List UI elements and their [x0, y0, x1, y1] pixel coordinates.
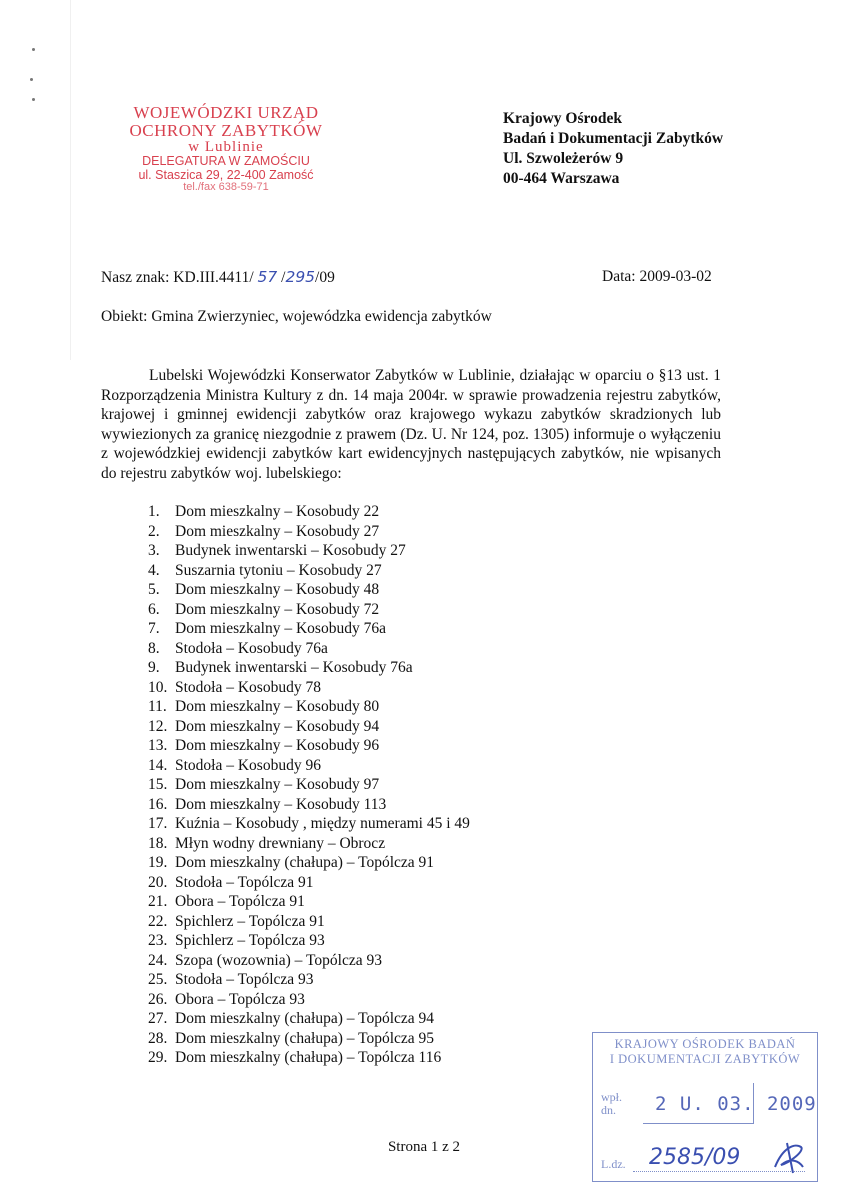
list-item-number: 25. — [148, 971, 168, 988]
list-item — [148, 892, 470, 912]
document-date: Data: 2009-03-02 — [602, 268, 712, 285]
list-item-number: 19. — [148, 854, 168, 871]
list-item-number: 7. — [148, 620, 160, 637]
recipient-line: Ul. Szwoleżerów 9 — [503, 150, 624, 167]
received-stamp-line: I DOKUMENTACJI ZABYTKÓW — [609, 1052, 801, 1066]
scan-margin-line — [70, 0, 71, 360]
list-item-number: 29. — [148, 1049, 168, 1066]
list-item — [148, 561, 470, 581]
list-item-text: Obora – Topólcza 91 — [175, 893, 305, 910]
list-item-number: 16. — [148, 795, 168, 813]
list-item-number: 23. — [148, 932, 168, 949]
list-item-number: 21. — [148, 893, 168, 910]
list-item — [148, 502, 470, 522]
dn-label: dn. — [601, 1103, 616, 1117]
ld-number: 2585/09 — [649, 1145, 741, 1170]
list-item-number: 13. — [148, 737, 168, 754]
list-item — [148, 580, 470, 600]
list-item-number: 20. — [148, 873, 168, 891]
list-item-text: Dom mieszkalny – Kosobudy 27 — [175, 522, 380, 540]
recipient-line: Badań i Dokumentacji Zabytków — [503, 130, 724, 147]
received-date-labels — [601, 1091, 622, 1117]
reference-separator: / — [281, 269, 286, 286]
list-item-text: Dom mieszkalny – Kosobudy 22 — [175, 503, 380, 520]
list-item-text: Dom mieszkalny (chałupa) – Topólcza 95 — [175, 1029, 435, 1047]
list-item — [148, 717, 470, 737]
list-item-text: Budynek inwentarski – Kosobudy 76a — [175, 659, 413, 676]
recipient-line: 00-464 Warszawa — [503, 170, 620, 187]
sender-stamp-line: WOJEWÓDZKI URZĄD — [133, 103, 319, 122]
recipient-address — [503, 109, 723, 189]
list-item-text: Stodoła – Kosobudy 96 — [175, 756, 321, 774]
list-item-number: 26. — [148, 990, 168, 1008]
list-item — [148, 912, 470, 932]
list-item-text: Dom mieszkalny – Kosobudy 113 — [175, 795, 387, 813]
list-item-text: Stodoła – Kosobudy 78 — [175, 678, 321, 696]
list-item — [148, 795, 470, 815]
reference-suffix: /09 — [315, 269, 335, 286]
recipient-line: Krajowy Ośrodek — [503, 110, 622, 127]
list-item — [148, 990, 470, 1010]
list-item-number: 22. — [148, 912, 168, 930]
list-item — [148, 873, 470, 893]
list-item-text: Stodoła – Topólcza 91 — [175, 873, 314, 891]
list-item — [148, 522, 470, 542]
ld-label: L.dz. — [601, 1157, 626, 1171]
list-item-text: Młyn wodny drewniany – Obrocz — [175, 834, 386, 852]
list-item-text: Stodoła – Topólcza 93 — [175, 971, 314, 988]
received-date: 2 U. 03. 2009 — [655, 1093, 817, 1115]
list-item-number: 5. — [148, 581, 160, 598]
list-item-number: 3. — [148, 542, 160, 559]
list-item-text: Suszarnia tytoniu – Kosobudy 27 — [175, 561, 382, 579]
list-item-number: 28. — [148, 1029, 168, 1047]
list-item-text: Kuźnia – Kosobudy , między numerami 45 i 49 — [175, 815, 470, 832]
list-item-number: 11. — [148, 698, 167, 715]
list-item — [148, 775, 470, 795]
list-item — [148, 736, 470, 756]
list-item-number: 9. — [148, 659, 160, 676]
list-item — [148, 1029, 470, 1049]
reference-number — [101, 268, 335, 287]
list-item-text: Dom mieszkalny – Kosobudy 94 — [175, 717, 380, 735]
list-item — [148, 697, 470, 717]
list-item — [148, 834, 470, 854]
list-item — [148, 1009, 470, 1029]
handwritten-number: 57 — [257, 268, 278, 286]
page-number: Strona 1 z 2 — [387, 1139, 461, 1155]
list-item — [148, 541, 470, 561]
list-item-text: Budynek inwentarski – Kosobudy 27 — [175, 542, 406, 559]
list-item-number: 12. — [148, 717, 168, 735]
list-item — [148, 619, 470, 639]
list-item-text: Spichlerz – Topólcza 93 — [175, 932, 325, 949]
list-item-number: 2. — [148, 522, 160, 540]
list-item-number: 4. — [148, 561, 160, 579]
list-item — [148, 678, 470, 698]
list-item — [148, 931, 470, 951]
list-item-text: Dom mieszkalny (chałupa) – Topólcza 94 — [175, 1010, 435, 1027]
body-paragraph: Lubelski Wojewódzki Konserwator Zabytków w Lublinie, działając w oparciu o §13 ust. 1 Rozporządzenia Ministra Kultury z dn. 14 maja 2004r. w sprawie prowadzenia rejestru zabytków, krajowej i gminnej ewidencji zabytków oraz krajowego wykazu zabytków skradzionych lub wywiezionych za granicę niezgodnie z prawem (Dz. U. Nr 124, poz. 1305) informuje o wyłączeniu z wojewódzkiej ewidencji zabytków kart ewidencyjnych następujących zabytków, nie wpisanych do rejestru zabytków woj. lubelskiego: — [101, 367, 721, 482]
list-item-text: Dom mieszkalny – Kosobudy 76a — [175, 620, 386, 637]
reference-label: Nasz znak: KD.III.4411/ — [101, 269, 254, 286]
list-item-number: 27. — [148, 1010, 168, 1027]
list-item-text: Dom mieszkalny – Kosobudy 72 — [175, 600, 380, 618]
list-item — [148, 600, 470, 620]
list-item-text: Stodoła – Kosobudy 76a — [175, 639, 328, 657]
list-item — [148, 951, 470, 971]
received-stamp-line: KRAJOWY OŚRODEK BADAŃ — [614, 1037, 796, 1051]
list-item-number: 10. — [148, 678, 168, 696]
list-item — [148, 853, 470, 873]
list-item-number: 18. — [148, 834, 168, 852]
sender-stamp-line: ul. Staszica 29, 22-400 Zamość — [138, 167, 314, 182]
handwritten-number: 295 — [285, 268, 316, 286]
list-item-text: Dom mieszkalny – Kosobudy 80 — [175, 698, 380, 715]
monuments-list — [148, 502, 470, 1068]
list-item-number: 24. — [148, 951, 168, 969]
list-item-text: Szopa (wozownia) – Topólcza 93 — [175, 951, 382, 969]
list-item-text: Spichlerz – Topólcza 91 — [175, 912, 325, 930]
list-item-text: Dom mieszkalny – Kosobudy 97 — [175, 776, 380, 793]
sender-stamp-line: OCHRONY ZABYTKÓW — [129, 120, 323, 140]
list-item-number: 8. — [148, 639, 160, 657]
list-item — [148, 970, 470, 990]
sender-stamp — [108, 104, 344, 193]
list-item-text: Dom mieszkalny (chałupa) – Topólcza 116 — [175, 1049, 442, 1066]
list-item — [148, 814, 470, 834]
sender-stamp-line: DELEGATURA W ZAMOŚCIU — [142, 154, 310, 169]
list-item — [148, 658, 470, 678]
sender-stamp-line: w Lublinie — [188, 138, 264, 155]
wpl-label: wpł. — [601, 1090, 622, 1104]
list-item — [148, 639, 470, 659]
list-item-number: 14. — [148, 756, 168, 774]
list-item — [148, 756, 470, 776]
received-stamp — [592, 1032, 818, 1182]
list-item-text: Obora – Topólcza 93 — [175, 990, 305, 1008]
list-item-number: 15. — [148, 776, 168, 793]
sender-stamp-line: tel./fax 638-59-71 — [183, 180, 269, 193]
list-item-text: Dom mieszkalny – Kosobudy 96 — [175, 737, 380, 754]
list-item-number: 6. — [148, 600, 160, 618]
list-item-text: Dom mieszkalny (chałupa) – Topólcza 91 — [175, 854, 435, 871]
list-item — [148, 1048, 470, 1068]
list-item-text: Dom mieszkalny – Kosobudy 48 — [175, 581, 380, 598]
subject-line: Obiekt: Gmina Zwierzyniec, wojewódzka ewidencja zabytków — [101, 308, 492, 325]
list-item-number: 1. — [148, 503, 160, 520]
list-item-number: 17. — [148, 815, 168, 832]
signature-icon — [769, 1137, 809, 1177]
